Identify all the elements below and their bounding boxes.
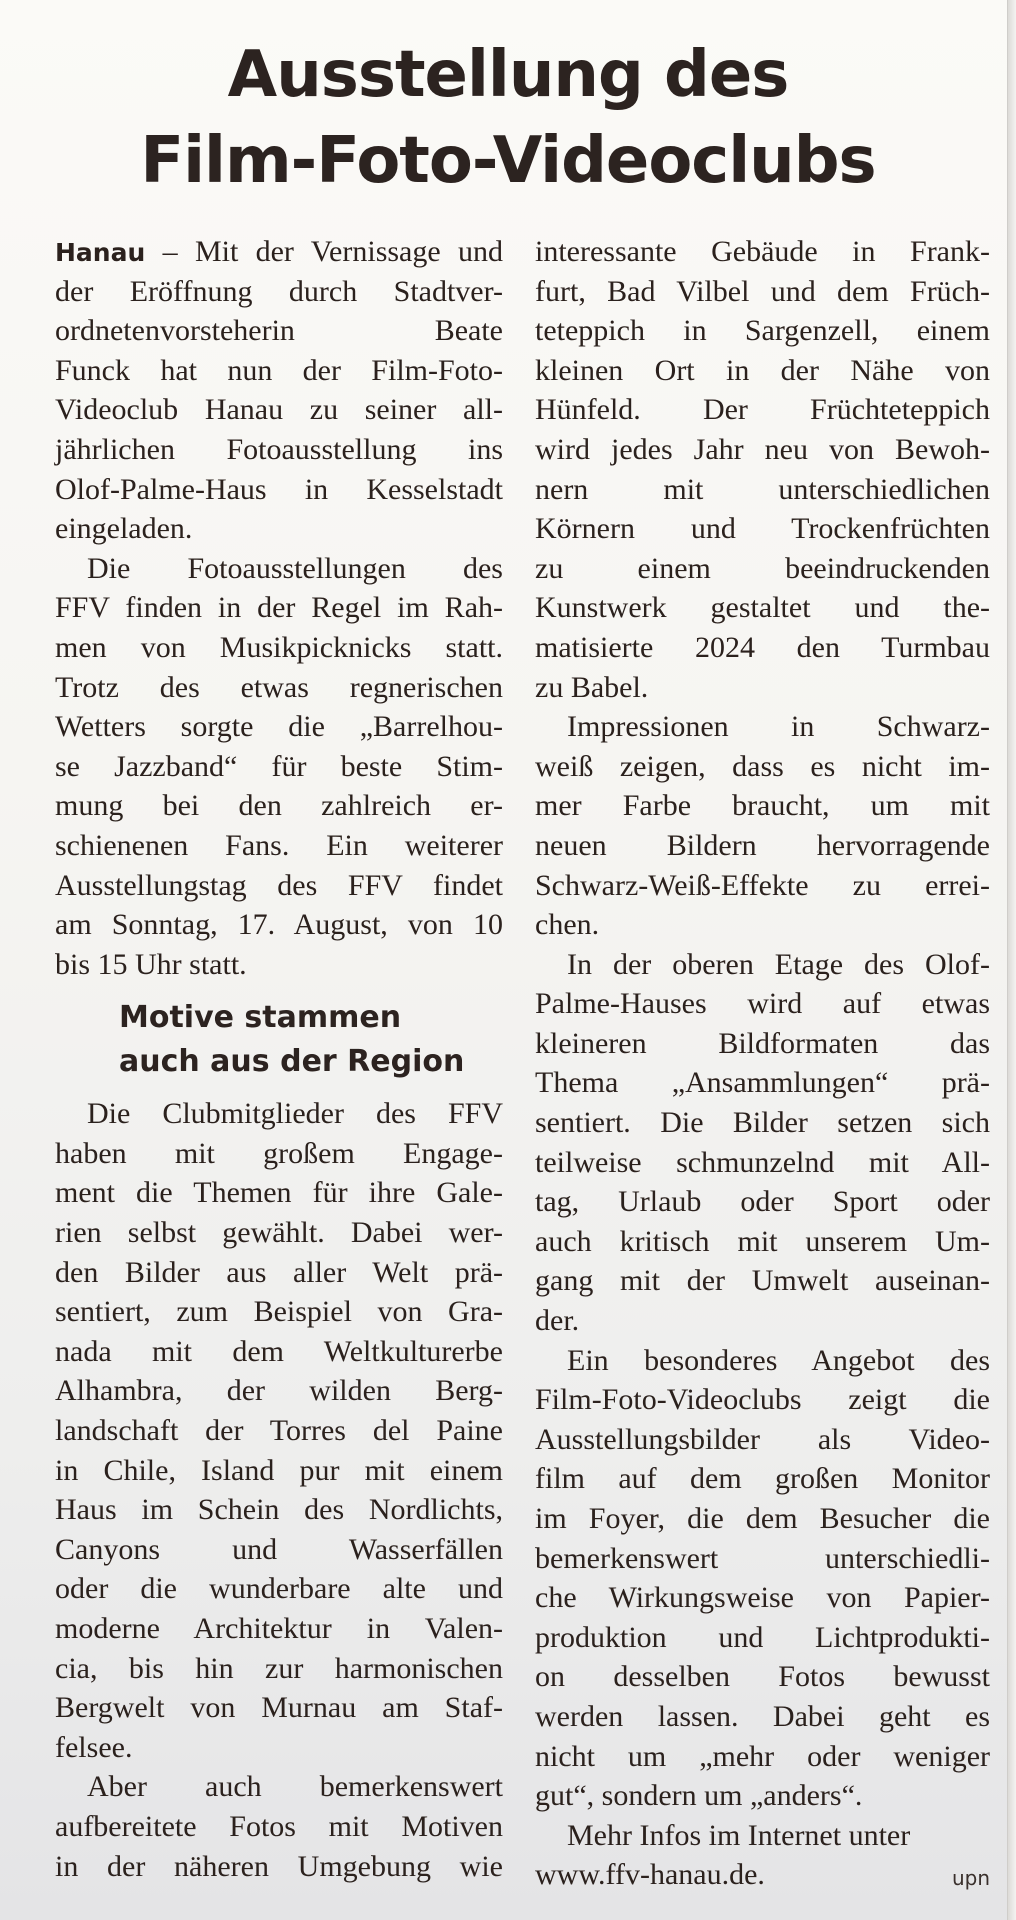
- subheading: [55, 996, 503, 1084]
- headline-line-2: Film-Foto-Videoclubs: [140, 124, 876, 198]
- text-line: in der näheren Umgebung wie: [55, 1849, 503, 1883]
- text-line: Körnern und Trockenfrüchten: [535, 512, 990, 546]
- text-line: che Wirkungsweise von Papier-: [535, 1581, 990, 1615]
- text-line: In der oberen Etage des Olof-: [567, 947, 990, 981]
- text-line: sentiert. Die Bilder setzen sich: [535, 1106, 990, 1140]
- headline-line-1: Ausstellung des: [227, 38, 789, 112]
- text-line: moderne Architektur in Valen-: [55, 1612, 503, 1645]
- text-line: Olof-Palme-Haus in Kesselstadt: [55, 472, 503, 506]
- text-line: Palme-Hauses wird auf etwas: [535, 987, 990, 1021]
- text-line: Schwarz-Weiß-Effekte zu errei-: [535, 868, 990, 902]
- text-line: nada mit dem Weltkulturerbe: [55, 1334, 503, 1368]
- text-line: Ausstellungstag des FFV findet: [55, 868, 503, 902]
- text-line: gut“, sondern um „anders“.: [535, 1779, 863, 1813]
- paragraph-upper-floor: [535, 945, 990, 1341]
- paper-edge: [1007, 0, 1016, 1920]
- text-line: zu Babel.: [535, 670, 649, 704]
- paragraph-black-white: [535, 707, 990, 945]
- text-line: Bergwelt von Murnau am Staf-: [55, 1691, 503, 1725]
- text-line: landschaft der Torres del Paine: [55, 1414, 503, 1448]
- text-line: nicht um „mehr oder weniger: [535, 1739, 990, 1773]
- text-line: Mehr Infos im Internet unter: [567, 1818, 911, 1852]
- text-line: FFV finden in der Regel im Rah-: [55, 591, 503, 625]
- text-line: Haus im Schein des Nordlichts,: [55, 1493, 503, 1527]
- text-line: auch kritisch mit unserem Um-: [535, 1224, 990, 1258]
- text-line: Alhambra, der wilden Berg-: [55, 1374, 503, 1408]
- right-column: [535, 232, 990, 1899]
- paragraph-jazzband: [55, 549, 503, 985]
- text-line: Die Clubmitglieder des FFV: [87, 1097, 503, 1131]
- text-line: schienenen Fans. Ein weiterer: [55, 828, 503, 862]
- text-line: on desselben Fotos bewusst: [535, 1660, 990, 1694]
- text-line: felsee.: [55, 1730, 133, 1764]
- paragraph-club-members: [55, 1094, 503, 1767]
- text-line: interessante Gebäude in Frank-: [535, 235, 990, 268]
- left-column: [55, 232, 503, 1886]
- text-line: teilweise schmunzelnd mit All-: [535, 1145, 990, 1179]
- website-link[interactable]: www.ffv-hanau.de.: [535, 1858, 765, 1892]
- text-line: der.: [535, 1304, 580, 1338]
- dateline-separator: –: [145, 235, 195, 268]
- text-line: Canyons und Wasserfällen: [55, 1532, 503, 1566]
- text-line: Wetters sorgte die „Barrelhou-: [55, 710, 503, 744]
- text-line: Ein besonderes Angebot des: [567, 1343, 990, 1377]
- text-line: tag, Urlaub oder Sport oder: [535, 1185, 990, 1219]
- author-byline: upn: [951, 1866, 990, 1891]
- text-line: ment die Themen für ihre Gale-: [55, 1176, 503, 1210]
- text-line: teteppich in Sargenzell, einem: [535, 314, 990, 348]
- text-line: Trotz des etwas regnerischen: [55, 670, 503, 704]
- text-line: nern mit unterschiedlichen: [535, 472, 990, 506]
- text-line: wird jedes Jahr neu von Bewoh-: [535, 432, 990, 466]
- text-line: werden lassen. Dabei geht es: [535, 1699, 990, 1733]
- text-line: ordnetenvorsteherin Beate: [55, 314, 503, 348]
- text-line: matisierte 2024 den Turmbau: [535, 630, 990, 664]
- subheading-line-2: auch aus der Region: [119, 1044, 465, 1080]
- text-line: Aber auch bemerkenswert: [87, 1770, 503, 1804]
- text-line: jährlichen Fotoausstellung ins: [55, 432, 503, 466]
- text-line: gang mit der Umwelt auseinan-: [535, 1264, 990, 1298]
- paragraph-more-info: [535, 1816, 990, 1895]
- headline: [0, 32, 1016, 204]
- text-line: rien selbst gewählt. Dabei wer-: [55, 1216, 503, 1250]
- paragraph-video-offer: [535, 1341, 990, 1816]
- text-line: Hanau – Mit der Vernissage und: [55, 235, 504, 268]
- text-line: am Sonntag, 17. August, von 10: [55, 908, 503, 942]
- text-line: furt, Bad Vilbel und dem Früch-: [535, 274, 990, 308]
- text-line: Funck hat nun der Film-Foto-: [55, 353, 503, 387]
- text-line: bemerkenswert unterschiedli-: [535, 1541, 990, 1575]
- text-line: Thema „Ansammlungen“ prä-: [535, 1066, 990, 1100]
- text-line: Videoclub Hanau zu seiner all-: [55, 393, 503, 427]
- text-line: Hünfeld. Der Früchteteppich: [535, 393, 990, 427]
- text-line: se Jazzband“ für beste Stim-: [55, 749, 503, 783]
- text-line: chen.: [535, 908, 600, 942]
- text-line: Film-Foto-Videoclubs zeigt die: [535, 1383, 990, 1417]
- text-line: produktion und Lichtprodukti-: [535, 1620, 990, 1654]
- text-line: men von Musikpicknicks statt.: [55, 630, 503, 664]
- text-line: der Eröffnung durch Stadtver-: [55, 274, 503, 308]
- text-line: bis 15 Uhr statt.: [55, 947, 247, 981]
- text-line: sentiert, zum Beispiel von Gra-: [55, 1295, 503, 1329]
- text-line: zu einem beeindruckenden: [535, 551, 990, 585]
- text-line: haben mit großem Engage-: [55, 1136, 503, 1170]
- text-line: weiß zeigen, dass es nicht im-: [535, 749, 990, 783]
- paragraph-local-motifs-cont: [535, 232, 990, 707]
- text-line: Impressionen in Schwarz-: [567, 710, 990, 744]
- text-line: Die Fotoausstellungen des: [87, 551, 503, 585]
- paragraph-local-motifs: [55, 1767, 503, 1886]
- text-line: Ausstellungsbilder als Video-: [535, 1422, 990, 1456]
- text-line: neuen Bildern hervorragende: [535, 828, 990, 862]
- text-line: cia, bis hin zur harmonischen: [55, 1651, 503, 1685]
- paragraph-intro: [55, 232, 503, 549]
- subheading-line-1: Motive stammen: [119, 1000, 402, 1036]
- text-line: kleineren Bildformaten das: [535, 1026, 990, 1060]
- text-line: mer Farbe braucht, um mit: [535, 789, 990, 823]
- url-line: [535, 1855, 990, 1895]
- text-line: Kunstwerk gestaltet und the-: [535, 591, 990, 625]
- text-line: oder die wunderbare alte und: [55, 1572, 503, 1606]
- text-line: kleinen Ort in der Nähe von: [535, 353, 990, 387]
- text-line: mung bei den zahlreich er-: [55, 789, 503, 823]
- text-line: eingeladen.: [55, 512, 193, 546]
- text-line: im Foyer, die dem Besucher die: [535, 1502, 990, 1535]
- dateline: Hanau: [55, 238, 146, 267]
- text-line: aufbereitete Fotos mit Motiven: [55, 1809, 503, 1843]
- text-line: den Bilder aus aller Welt prä-: [55, 1255, 503, 1289]
- text-line: in Chile, Island pur mit einem: [55, 1453, 503, 1487]
- text-line: film auf dem großen Monitor: [535, 1462, 990, 1496]
